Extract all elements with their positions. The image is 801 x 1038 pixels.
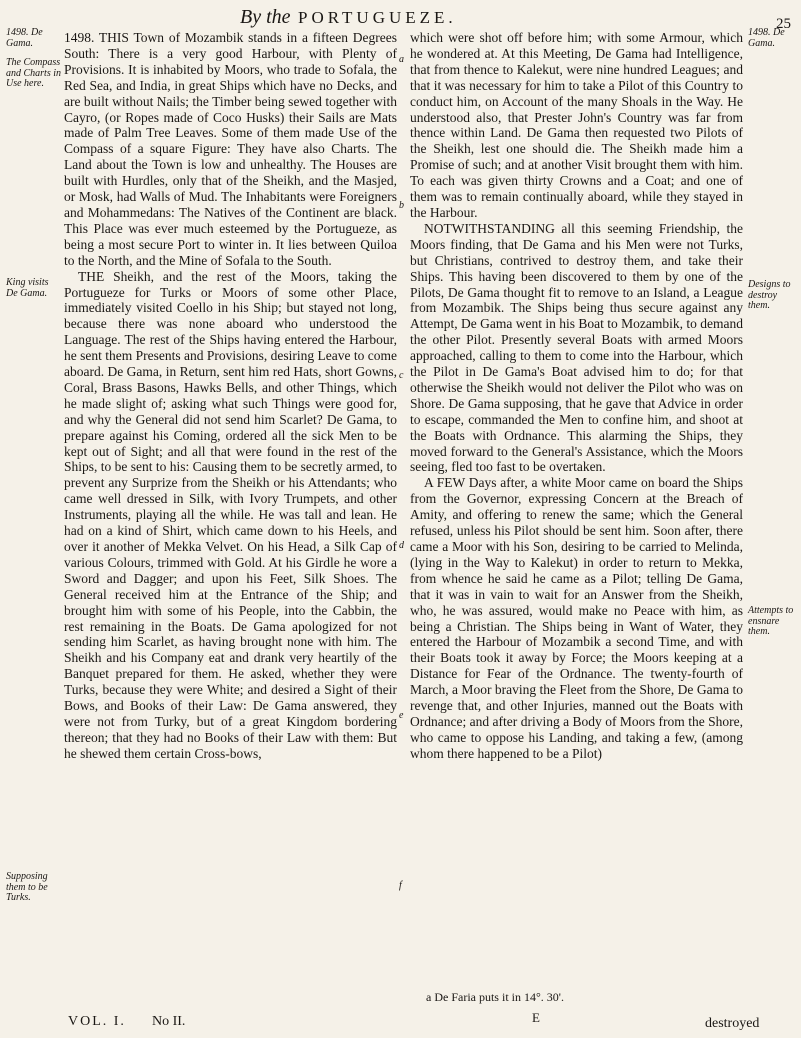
margin-note-year-left: 1498. De Gama. (6, 27, 43, 49)
paragraph: 1498. THIS Town of Mozambik stands in a fifteen Degrees South: There is a very good Harbour, with Plenty of Provisions. It is inhabited by Moors, who trade to Sofala, the Red Sea, and India, in great Ships which have no Decks, and are built without Nails; the Timber being sewed together with Cayro, (or Ropes made of Coco Husks) their Sails are Mats made of Palm Tree Leaves. Some of them made Use of the Compass of a square Figure: They have also Charts. The Land about the Town is low and unhealthy. The Houses are built with Hurdles, only that of the Sheikh, and the Masjed, or Mosk, had Walls of Mud. The Inhabitants were Foreigners and Mohammedans: The Natives of the Continent are black. This Place was ever much esteemed by the Portugueze, as being a most secure Port to winter in. It lies between Quiloa to the North, and the Mine of Sofala to the South. (64, 30, 397, 268)
running-head-title: PORTUGUEZE. (298, 8, 457, 27)
margin-note-designs: Designs to destroy them. (748, 279, 791, 311)
right-text-column (410, 30, 743, 762)
volume-mark: VOL. I. (68, 1014, 126, 1029)
section-letter-e: e (399, 710, 404, 721)
margin-note-supposing-turks: Supposing them to be Turks. (6, 871, 48, 903)
running-head-by: By the (240, 6, 291, 28)
section-letter-c: c (399, 370, 404, 381)
section-letter-a: a (399, 54, 404, 65)
paragraph: NOTWITHSTANDING all this seeming Friendship, the Moors finding, that De Gama and his Men were not Turks, but Christians, contrived to destroy them, and take their Ships. This having been discovered to them by one of the Pilots, De Gama thought fit to remove to an Island, a League from Mozambik. The Ships being thus secure against any Attempt, De Gama went in his Boat to Mozambik, to demand the other Pilot. Presently several Boats with armed Moors approached, calling to them to come into the Harbour, which the Pilot in De Gama's Boat advised him to do; for that otherwise the Sheikh would not deliver the Pilot who was on Shore. De Gama supposing, that he gave that Advice in order to escape, commanded the Men to confine him, and shoot at the Boats with Ordnance. This alarming the Ships, they moved forward to the General's Assistance, which the Moors seeing, fled too fast to be overtaken. (410, 220, 743, 475)
page-header (0, 6, 801, 32)
number-mark: No II. (152, 1014, 186, 1029)
section-letter-d: d (399, 540, 404, 551)
catchword: destroyed (705, 1016, 760, 1031)
margin-note-compass: The Compass and Charts in Use here. (6, 57, 62, 89)
paragraph: which were shot off before him; with some Armour, which he wondered at. At this Meeting, De Gama had Intelligence, that from thence to Kalekut, were nine hundred Leagues; and that it was necessary for him to take a Pilot of this Country to conduct him, on Account of the many Shoals in the Way. He understood also, that Prester John's Country was far from thence within Land. De Gama then requested two Pilots of the Sheikh, lest one should die. The Sheikh made him a Promise of such; and at another Visit brought them with him. To each was given thirty Crowns and a Coat; and one of them was to remain continually aboard, while they stayed in the Harbour. (410, 30, 743, 220)
margin-note-king-visits: King visits De Gama. (6, 277, 49, 299)
page-number: 25 (776, 16, 791, 32)
section-letter-b: b (399, 200, 404, 211)
margin-note-attempts: Attempts to ensnare them. (748, 605, 794, 637)
section-letter-f: f (399, 880, 402, 891)
signature-mark: E (532, 1010, 540, 1025)
margin-note-year-right: 1498. De Gama. (748, 27, 785, 49)
paragraph: A FEW Days after, a white Moor came on board the Ships from the Governor, expressing Concern at the Breach of Amity, and offering to renew the same; which the General refused, unless his Pilot should be sent him. Soon after, there came a Moor with his Son, desiring to be carried to Melinda, (lying in the Way to Kalekut) in order to return to Mekka, from whence he said he came as a Pilot; telling De Gama, that it was in vain to wait for an Answer from the Sheikh, who, he was assured, would make no Peace with him, as being a Christian. The Ships being in Want of Water, they entered the Harbour of Mozambik a second Time, and with their Boats took it away by Force; the Moors keeping at a Distance for Fear of the Ordnance. The twenty-fourth of March, a Moor braving the Fleet from the Shore, De Gama to revenge that, and other Injuries, manned out the Boats with Ordnance; and after driving a Body of Moors from the Shore, who came to oppose his Landing, and taking a few, (among whom there happened to be a Pilot) (410, 475, 743, 761)
left-text-column (64, 30, 397, 762)
paragraph: THE Sheikh, and the rest of the Moors, taking the Portugueze for Turks or Moors of some other Place, immediately visited Coello in his Ship; but stayed not long, because there was none aboard who understood the Language. The rest of the Ships having entered the Harbour, he sent them Presents and Provisions, desiring Leave to come aboard. De Gama, in Return, sent him red Hats, short Gowns, Coral, Brass Basons, Hawks Bells, and other Things, which he made slight of; asking what such Things were good for, and why the General did not send him Scarlet? De Gama, to prepare against his Coming, ordered all the sick Men to be kept out of Sight; and all that were found in the rest of the Ships, to be sent to his: Causing them to be secretly armed, to prevent any Surprize from the Sheikh or his Attendants; who came well dressed in Silk, with Ivory Trumpets, and other Instruments, playing all the while. He was tall and lean. He had on a kind of Shirt, which came down to his Heels, and over it another of Mekka Velvet. On his Head, a Silk Cap of various Colours, trimmed with Gold. At his Girdle he wore a Sword and Dagger; and upon his Feet, Silk Shoes. The General received him at the Entrance of the Ship; and brought him with some of his People, into the Cabbin, the rest remaining in the Boats. De Gama apologized for not sending him Scarlet, as having brought none with him. The Sheikh and his Company eat and drank very heartily of the Banquet prepared for them. He asked, whether they were Turks, because they were White; and desired a Sight of their Bows, and Books of their Law: De Gama answered, they were not from Turky, but of a great Kingdom bordering thereon; that they had no Books of their Law with them: But he shewed them certain Cross-bows, (64, 268, 397, 761)
footnote: a De Faria puts it in 14°. 30'. (426, 990, 564, 1004)
